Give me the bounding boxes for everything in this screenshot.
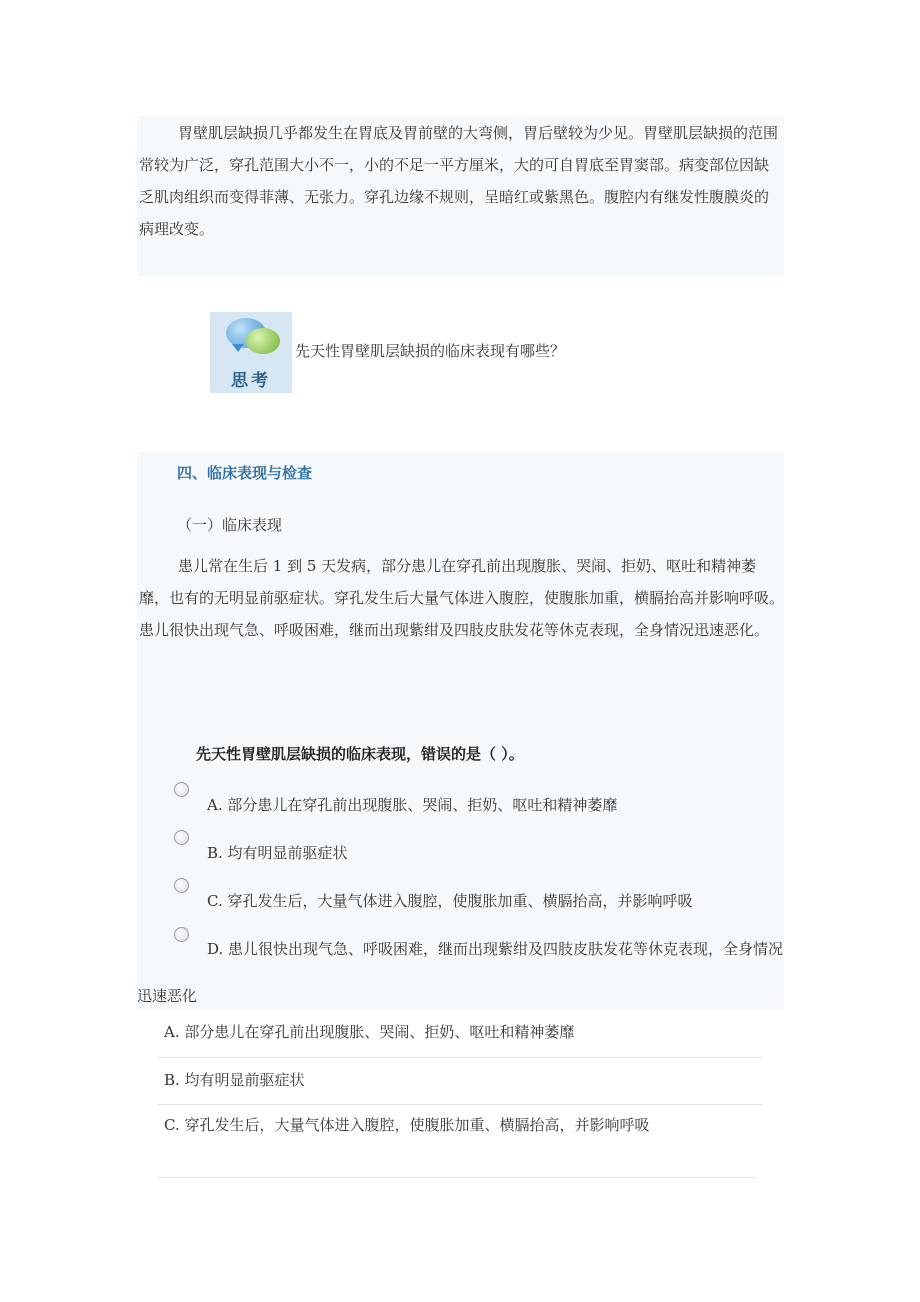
chat-bubble-icon — [246, 328, 280, 354]
quiz-option-b[interactable] — [207, 830, 348, 877]
clinical-panel — [137, 452, 784, 1009]
quiz-option-c[interactable] — [207, 878, 692, 925]
radio-icon[interactable] — [174, 782, 189, 797]
intro-panel — [137, 116, 784, 276]
list-item — [158, 1105, 756, 1178]
quiz-option-d[interactable] — [137, 926, 784, 1020]
quiz-option-label: D. 患儿很快出现气急、呼吸困难，继而出现紫绀及四肢皮肤发花等休克表现，全身情况迅速恶化 — [137, 940, 784, 1005]
section-title: 四、临床表现与检查 — [177, 464, 313, 482]
radio-icon[interactable] — [174, 878, 189, 893]
list-item-text: C. 穿孔发生后，大量气体进入腹腔，使腹胀加重、横膈抬高，并影响呼吸 — [164, 1116, 650, 1134]
intro-paragraph: 胃壁肌层缺损几乎都发生在胃底及胃前壁的大弯侧，胃后壁较为少见。胃壁肌层缺损的范围常较为广泛，穿孔范围大小不一，小的不足一平方厘米，大的可自胃底至胃窦部。病变部位因缺乏肌肉组织而变得菲薄、无张力。穿孔边缘不规则，呈暗红或紫黑色。腹腔内有继发性腹膜炎的病理改变。 — [139, 124, 779, 238]
think-icon — [210, 312, 292, 393]
think-label: 思考 — [231, 371, 271, 391]
list-item: A. 部分患儿在穿孔前出现腹胀、哭闹、拒奶、呕吐和精神萎靡 — [158, 1010, 762, 1058]
list-item: B. 均有明显前驱症状 — [158, 1058, 762, 1105]
radio-icon[interactable] — [174, 927, 189, 942]
quiz-option-label: B. 均有明显前驱症状 — [207, 844, 348, 862]
section-subtitle: （一）临床表现 — [177, 516, 283, 534]
quiz-option-label: A. 部分患儿在穿孔前出现腹胀、哭闹、拒奶、呕吐和精神萎靡 — [207, 796, 618, 814]
quiz-question: 先天性胃壁肌层缺损的临床表现，错误的是（ ）。 — [196, 745, 524, 763]
section-paragraph: 患儿常在生后 1 到 5 天发病，部分患儿在穿孔前出现腹胀、哭闹、拒奶、呕吐和精神萎靡，也有的无明显前驱症状。穿孔发生后大量气体进入腹腔，使腹胀加重，横膈抬高并影响呼吸。患儿很快出现气急、呼吸困难，继而出现紫绀及四肢皮肤发花等休克表现，全身情况迅速恶化。 — [139, 557, 785, 639]
quiz-option-label: C. 穿孔发生后，大量气体进入腹腔，使腹胀加重、横膈抬高，并影响呼吸 — [207, 892, 693, 910]
radio-icon[interactable] — [174, 830, 189, 845]
think-question: 先天性胃壁肌层缺损的临床表现有哪些？ — [295, 342, 566, 360]
quiz-option-a[interactable] — [207, 782, 617, 829]
